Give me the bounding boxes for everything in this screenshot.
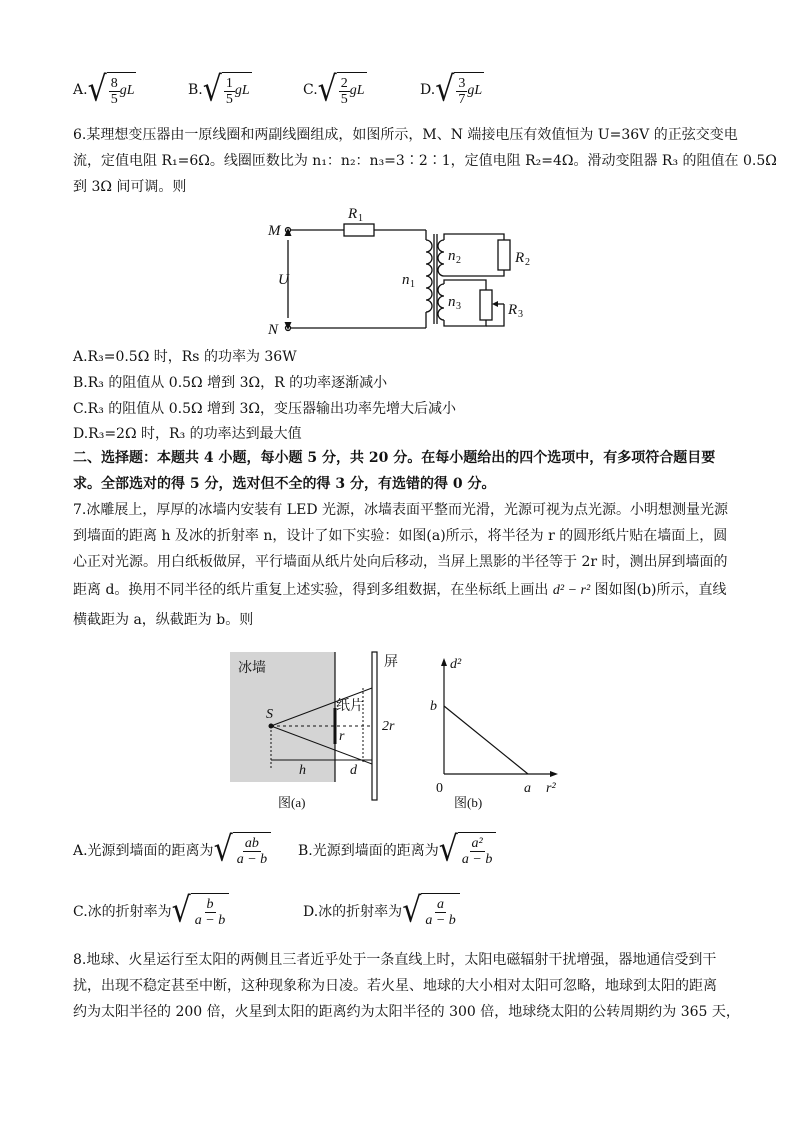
sqrt-expression: √ $\frac{1}{5}$ gL [202,69,250,110]
q7-option-d[interactable] [303,890,460,931]
option-label: A.光源到墙面的距离为 [73,843,214,859]
sub-n3: 3 [456,301,461,312]
label-r3: R [508,302,518,318]
q6-option-b[interactable]: B.R₃ 的阻值从 0.5Ω 增到 3Ω，R 的功率逐渐减小 [73,375,388,391]
denominator: a − b [425,912,456,928]
numerator: a [437,896,445,912]
q5-option-a[interactable] [73,69,136,110]
numerator: 1 [225,75,233,91]
label-origin: 0 [436,781,443,796]
option-label: A. [73,82,88,98]
denominator: a − b [461,851,493,867]
x-axis-label: r² [546,781,556,796]
sub-r1: 1 [358,213,363,224]
option-label: D. [420,82,436,98]
q5-option-c[interactable] [303,69,367,110]
label-b: b [430,699,437,714]
section2-heading-line-1: 二、选择题：本题共 4 小题，每小题 5 分，共 20 分。在每小题给出的四个选项中，有多项符合题目要 [73,450,716,466]
x-axis-arrow [550,771,558,777]
q7-stem-line-4 [73,580,727,601]
sub-r2: 2 [525,257,530,268]
denominator: 5 [340,91,348,107]
figure-b-graph [424,648,564,813]
q7-option-c[interactable] [73,890,229,931]
tail: gL [467,83,483,98]
label-n1: n [402,272,410,288]
y-axis-label: d² [450,657,462,672]
sqrt-expression: √ $\frac{2}{5}$ gL [317,69,365,110]
section2-heading-line-2: 求。全部选对的得 5 分，选对但不全的得 3 分，有选错的得 0 分。 [73,476,496,492]
label-ice-wall: 冰墙 [238,661,266,676]
label-n3: n [448,294,456,310]
denominator: 5 [225,91,233,107]
label-s: S [266,707,273,722]
label-paper: 纸片 [336,699,364,714]
tail: gL [234,83,250,98]
sqrt-expression: √ $\frac{8}{5}$ gL [87,69,135,110]
q7-stem-line-3: 心正对光源。用白纸板做屏，平行墙面从纸片处向后移动，当屏上黑影的半径等于 2r 时，测出屏到墙面的 [73,554,728,570]
numerator: 8 [110,75,118,91]
resistor-r1 [344,224,374,236]
caption-b: 图(b) [454,795,483,810]
label-r2: R [515,250,525,266]
y-axis-arrow [441,658,447,666]
q7-line4-post: 图如图(b)所示，直线 [590,582,727,598]
label-r: r [339,729,345,744]
light-source-s [269,724,274,729]
q5-option-d[interactable] [420,69,484,110]
label-d: d [350,763,357,778]
q8-line-1: 8.地球、火星运行至太阳的两侧且三者近乎处于一条直线上时，太阳电磁辐射干扰增强，器地通信受到干 [73,952,717,968]
label-n: N [268,322,279,338]
label-m: M [268,223,281,239]
caption-a: 图(a) [278,795,306,810]
label-r1: R [348,206,358,222]
denominator: 7 [458,91,466,107]
label-a: a [524,781,531,796]
denominator: a − b [236,851,268,867]
label-u: U [278,272,289,288]
option-label: D.冰的折射率为 [303,904,403,920]
q7-line4-pre: 距离 d。换用不同半径的纸片重复上述实验，得到多组数据，在坐标纸上画出 [73,582,553,598]
option-label: C.冰的折射率为 [73,904,172,920]
numerator: b [206,896,214,912]
q7-line4-math: d² − r² [552,583,591,598]
q6-option-d[interactable]: D.R₃=2Ω 时，R₃ 的功率达到最大值 [73,426,302,442]
tail: gL [119,83,135,98]
sqrt-expression: √ $\frac{3}{7}$ gL [435,69,483,110]
numerator: 2 [340,75,348,91]
slider-arrow [492,301,498,307]
transformer-circuit-diagram [258,200,538,342]
secondary-coil-n3 [438,284,444,320]
q8-line-3: 约为太阳半径的 200 倍，火星到太阳的距离约为太阳半径的 300 倍，地球绕太阳的公转周期约为 365 天， [73,1004,740,1020]
numerator: ab [244,835,259,851]
sub-n2: 2 [456,255,461,266]
q7-stem-line-5: 横截距为 a，纵截距为 b。则 [73,612,254,628]
label-n2: n [448,248,456,264]
q5-option-b[interactable] [188,69,252,110]
rheostat-r3 [480,290,492,320]
q6-option-c[interactable]: C.R₃ 的阻值从 0.5Ω 增到 3Ω，变压器输出功率先增大后减小 [73,401,457,417]
q6-option-a[interactable]: A.R₃=0.5Ω 时，Rs 的功率为 36W [73,349,297,365]
sub-n1: 1 [410,279,415,290]
q8-line-2: 扰，出现不稳定甚至中断，这种现象称为日凌。若火星、地球的大小相对太阳可忽略，地球到太阳的距离 [73,978,717,994]
label-2r: 2r [382,719,395,734]
q7-stem-line-2: 到墙面的距离 h 及冰的折射率 n，设计了如下实验：如图(a)所示，将半径为 r 的圆形纸片贴在墙面上，圆 [73,528,728,544]
secondary-coil-n2 [438,240,444,276]
denominator: 5 [110,91,118,107]
primary-coil-n1 [426,240,432,312]
numerator: a² [471,835,483,851]
graph-line [444,706,528,774]
option-label: B. [188,82,203,98]
option-label: B.光源到墙面的距离为 [298,843,439,859]
sqrt-expression: √ $\frac{ab}{a - b}$ [214,832,272,868]
sub-r3: 3 [518,309,523,320]
q6-stem-line-3: 到 3Ω 间可调。则 [73,179,187,195]
label-h: h [299,763,306,778]
screen [372,652,377,800]
sqrt-expression: √ $\frac{\text{a²}}{a - b}$ [439,832,497,868]
q7-option-b[interactable] [298,829,496,870]
label-screen: 屏 [384,655,398,670]
q7-option-a[interactable] [73,829,271,870]
q7-stem-line-1: 7.冰雕展上，厚厚的冰墙内安装有 LED 光源，冰墙表面平整而光滑，光源可视为点光源。小明想测量光源 [73,502,728,518]
sqrt-expression: √ $\frac{a}{a - b}$ [402,893,460,929]
option-label: C. [303,82,318,98]
figure-a-ice-wall [226,648,416,813]
numerator: 3 [458,75,466,91]
q6-stem-line-1: 6.某理想变压器由一原线圈和两副线圈组成，如图所示，M、N 端接电压有效值恒为 U=36V 的正弦交变电 [73,127,738,143]
q6-stem-line-2: 流，定值电阻 R₁=6Ω。线圈匝数比为 n₁：n₂：n₃=3∶2∶1，定值电阻 R₂=4Ω。滑动变阻器 R₃ 的阻值在 0.5Ω [73,153,777,169]
tail: gL [349,83,365,98]
denominator: a − b [194,912,226,928]
sqrt-expression: √ $\frac{b}{a - b}$ [172,893,230,929]
resistor-r2 [498,240,510,270]
